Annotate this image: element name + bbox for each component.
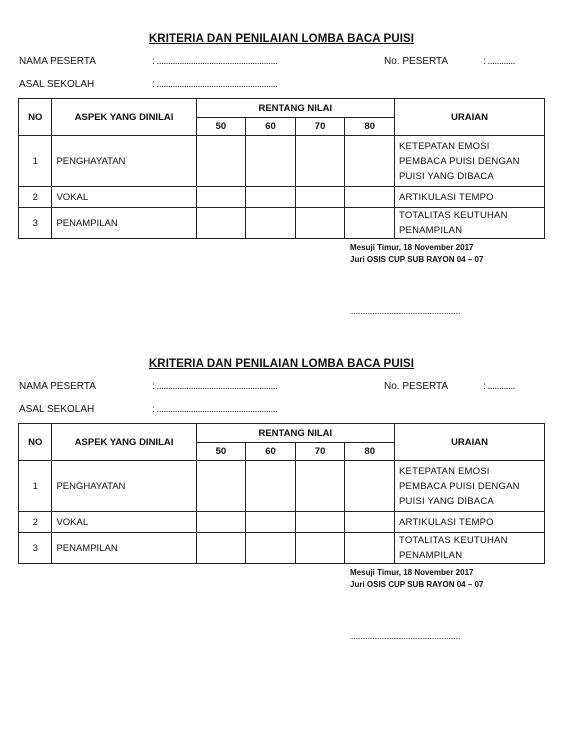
col-header-aspek: ASPEK YANG DINILAI (52, 424, 196, 461)
description-line: ARTIKULASI TEMPO (399, 191, 494, 203)
row-number: 2 (19, 187, 52, 208)
row-aspect: PENGHAYATAN (52, 461, 196, 512)
score-cell-80[interactable] (345, 461, 395, 512)
score-cell-50[interactable] (196, 208, 246, 239)
description-line: KETEPATAN EMOSI (399, 465, 490, 477)
description-line: ARTIKULASI TEMPO (399, 516, 494, 528)
description-line: PENAMPILAN (399, 550, 463, 561)
score-cell-80[interactable] (345, 512, 395, 533)
score-cell-80[interactable] (345, 533, 395, 564)
score-cell-60[interactable] (246, 208, 296, 239)
row-number: 1 (19, 461, 52, 512)
row-number: 3 (19, 533, 52, 564)
col-header-no: NO (19, 424, 52, 461)
no-peserta-field[interactable]: : ............ (483, 381, 515, 392)
score-cell-60[interactable] (246, 512, 296, 533)
jury-title: Juri OSIS CUP SUB RAYON 04 – 07 (350, 580, 484, 589)
row-aspect: VOKAL (52, 187, 196, 208)
score-cell-70[interactable] (295, 208, 345, 239)
description-line: PUISI YANG DIBACA (399, 495, 494, 507)
criteria-table (18, 423, 545, 564)
score-cell-70[interactable] (295, 533, 345, 564)
col-header-uraian: URAIAN (395, 424, 545, 461)
row-aspect: PENAMPILAN (52, 533, 196, 564)
no-peserta-field[interactable]: : ............ (483, 56, 515, 67)
nilai-header-80: 80 (345, 443, 395, 461)
score-cell-60[interactable] (246, 136, 296, 187)
table-row (19, 533, 545, 564)
description-line: PENAMPILAN (399, 225, 463, 236)
row-aspect: PENAMPILAN (52, 208, 196, 239)
score-cell-60[interactable] (246, 533, 296, 564)
score-cell-60[interactable] (246, 187, 296, 208)
row-description (395, 461, 545, 512)
col-header-rentang-nilai: RENTANG NILAI (196, 99, 394, 118)
signature-line[interactable]: ................................................................ (350, 632, 461, 641)
form-title: KRITERIA DAN PENILAIAN LOMBA BACA PUISI (148, 358, 415, 370)
nama-peserta-field[interactable]: : ..................................................... (152, 381, 278, 392)
description-line: TOTALITAS KEUTUHAN (399, 210, 508, 221)
description-line: PUISI YANG DIBACA (399, 170, 494, 182)
row-description (395, 187, 545, 208)
score-cell-70[interactable] (295, 187, 345, 208)
table-row (19, 461, 545, 512)
col-header-uraian: URAIAN (395, 99, 545, 136)
score-cell-80[interactable] (345, 136, 395, 187)
row-number: 1 (19, 136, 52, 187)
score-cell-70[interactable] (295, 512, 345, 533)
col-header-rentang-nilai: RENTANG NILAI (196, 424, 394, 443)
row-description (395, 208, 545, 239)
col-header-aspek: ASPEK YANG DINILAI (52, 99, 196, 136)
nilai-header-80: 80 (345, 118, 395, 136)
row-aspect: PENGHAYATAN (52, 136, 196, 187)
description-line: TOTALITAS KEUTUHAN (399, 535, 508, 546)
asal-sekolah-label: ASAL SEKOLAH (19, 404, 95, 415)
score-cell-80[interactable] (345, 208, 395, 239)
score-cell-50[interactable] (196, 512, 246, 533)
table-row (19, 187, 545, 208)
score-cell-50[interactable] (196, 461, 246, 512)
no-peserta-label: No. PESERTA (384, 381, 449, 392)
description-line: PEMBACA PUISI DENGAN (399, 480, 520, 492)
score-cell-50[interactable] (196, 187, 246, 208)
table-row (19, 136, 545, 187)
place-date: Mesuji Timur, 18 November 2017 (350, 243, 474, 252)
row-number: 3 (19, 208, 52, 239)
table-row (19, 208, 545, 239)
nama-peserta-field[interactable]: : ..................................................... (152, 56, 278, 67)
form-title: KRITERIA DAN PENILAIAN LOMBA BACA PUISI (148, 33, 415, 45)
jury-title: Juri OSIS CUP SUB RAYON 04 – 07 (350, 255, 484, 264)
no-peserta-label: No. PESERTA (384, 56, 449, 67)
score-cell-70[interactable] (295, 461, 345, 512)
score-cell-80[interactable] (345, 187, 395, 208)
row-description (395, 533, 545, 564)
table-row (19, 512, 545, 533)
place-date: Mesuji Timur, 18 November 2017 (350, 568, 474, 577)
signature-line[interactable]: ................................................................ (350, 307, 461, 316)
row-description (395, 512, 545, 533)
nama-peserta-label: NAMA PESERTA (19, 56, 96, 67)
description-line: KETEPATAN EMOSI (399, 140, 490, 152)
nilai-header-60: 60 (246, 118, 296, 136)
nilai-header-70: 70 (295, 118, 345, 136)
score-cell-60[interactable] (246, 461, 296, 512)
row-aspect: VOKAL (52, 512, 196, 533)
nilai-header-50: 50 (196, 118, 246, 136)
description-line: PEMBACA PUISI DENGAN (399, 155, 520, 167)
score-cell-50[interactable] (196, 533, 246, 564)
col-header-no: NO (19, 99, 52, 136)
nilai-header-50: 50 (196, 443, 246, 461)
row-number: 2 (19, 512, 52, 533)
criteria-table (18, 98, 545, 239)
asal-sekolah-label: ASAL SEKOLAH (19, 79, 95, 90)
nilai-header-70: 70 (295, 443, 345, 461)
nilai-header-60: 60 (246, 443, 296, 461)
row-description (395, 136, 545, 187)
nama-peserta-label: NAMA PESERTA (19, 381, 96, 392)
asal-sekolah-field[interactable]: : ..................................................... (152, 79, 278, 90)
score-cell-70[interactable] (295, 136, 345, 187)
asal-sekolah-field[interactable]: : ..................................................... (152, 404, 278, 415)
score-cell-50[interactable] (196, 136, 246, 187)
